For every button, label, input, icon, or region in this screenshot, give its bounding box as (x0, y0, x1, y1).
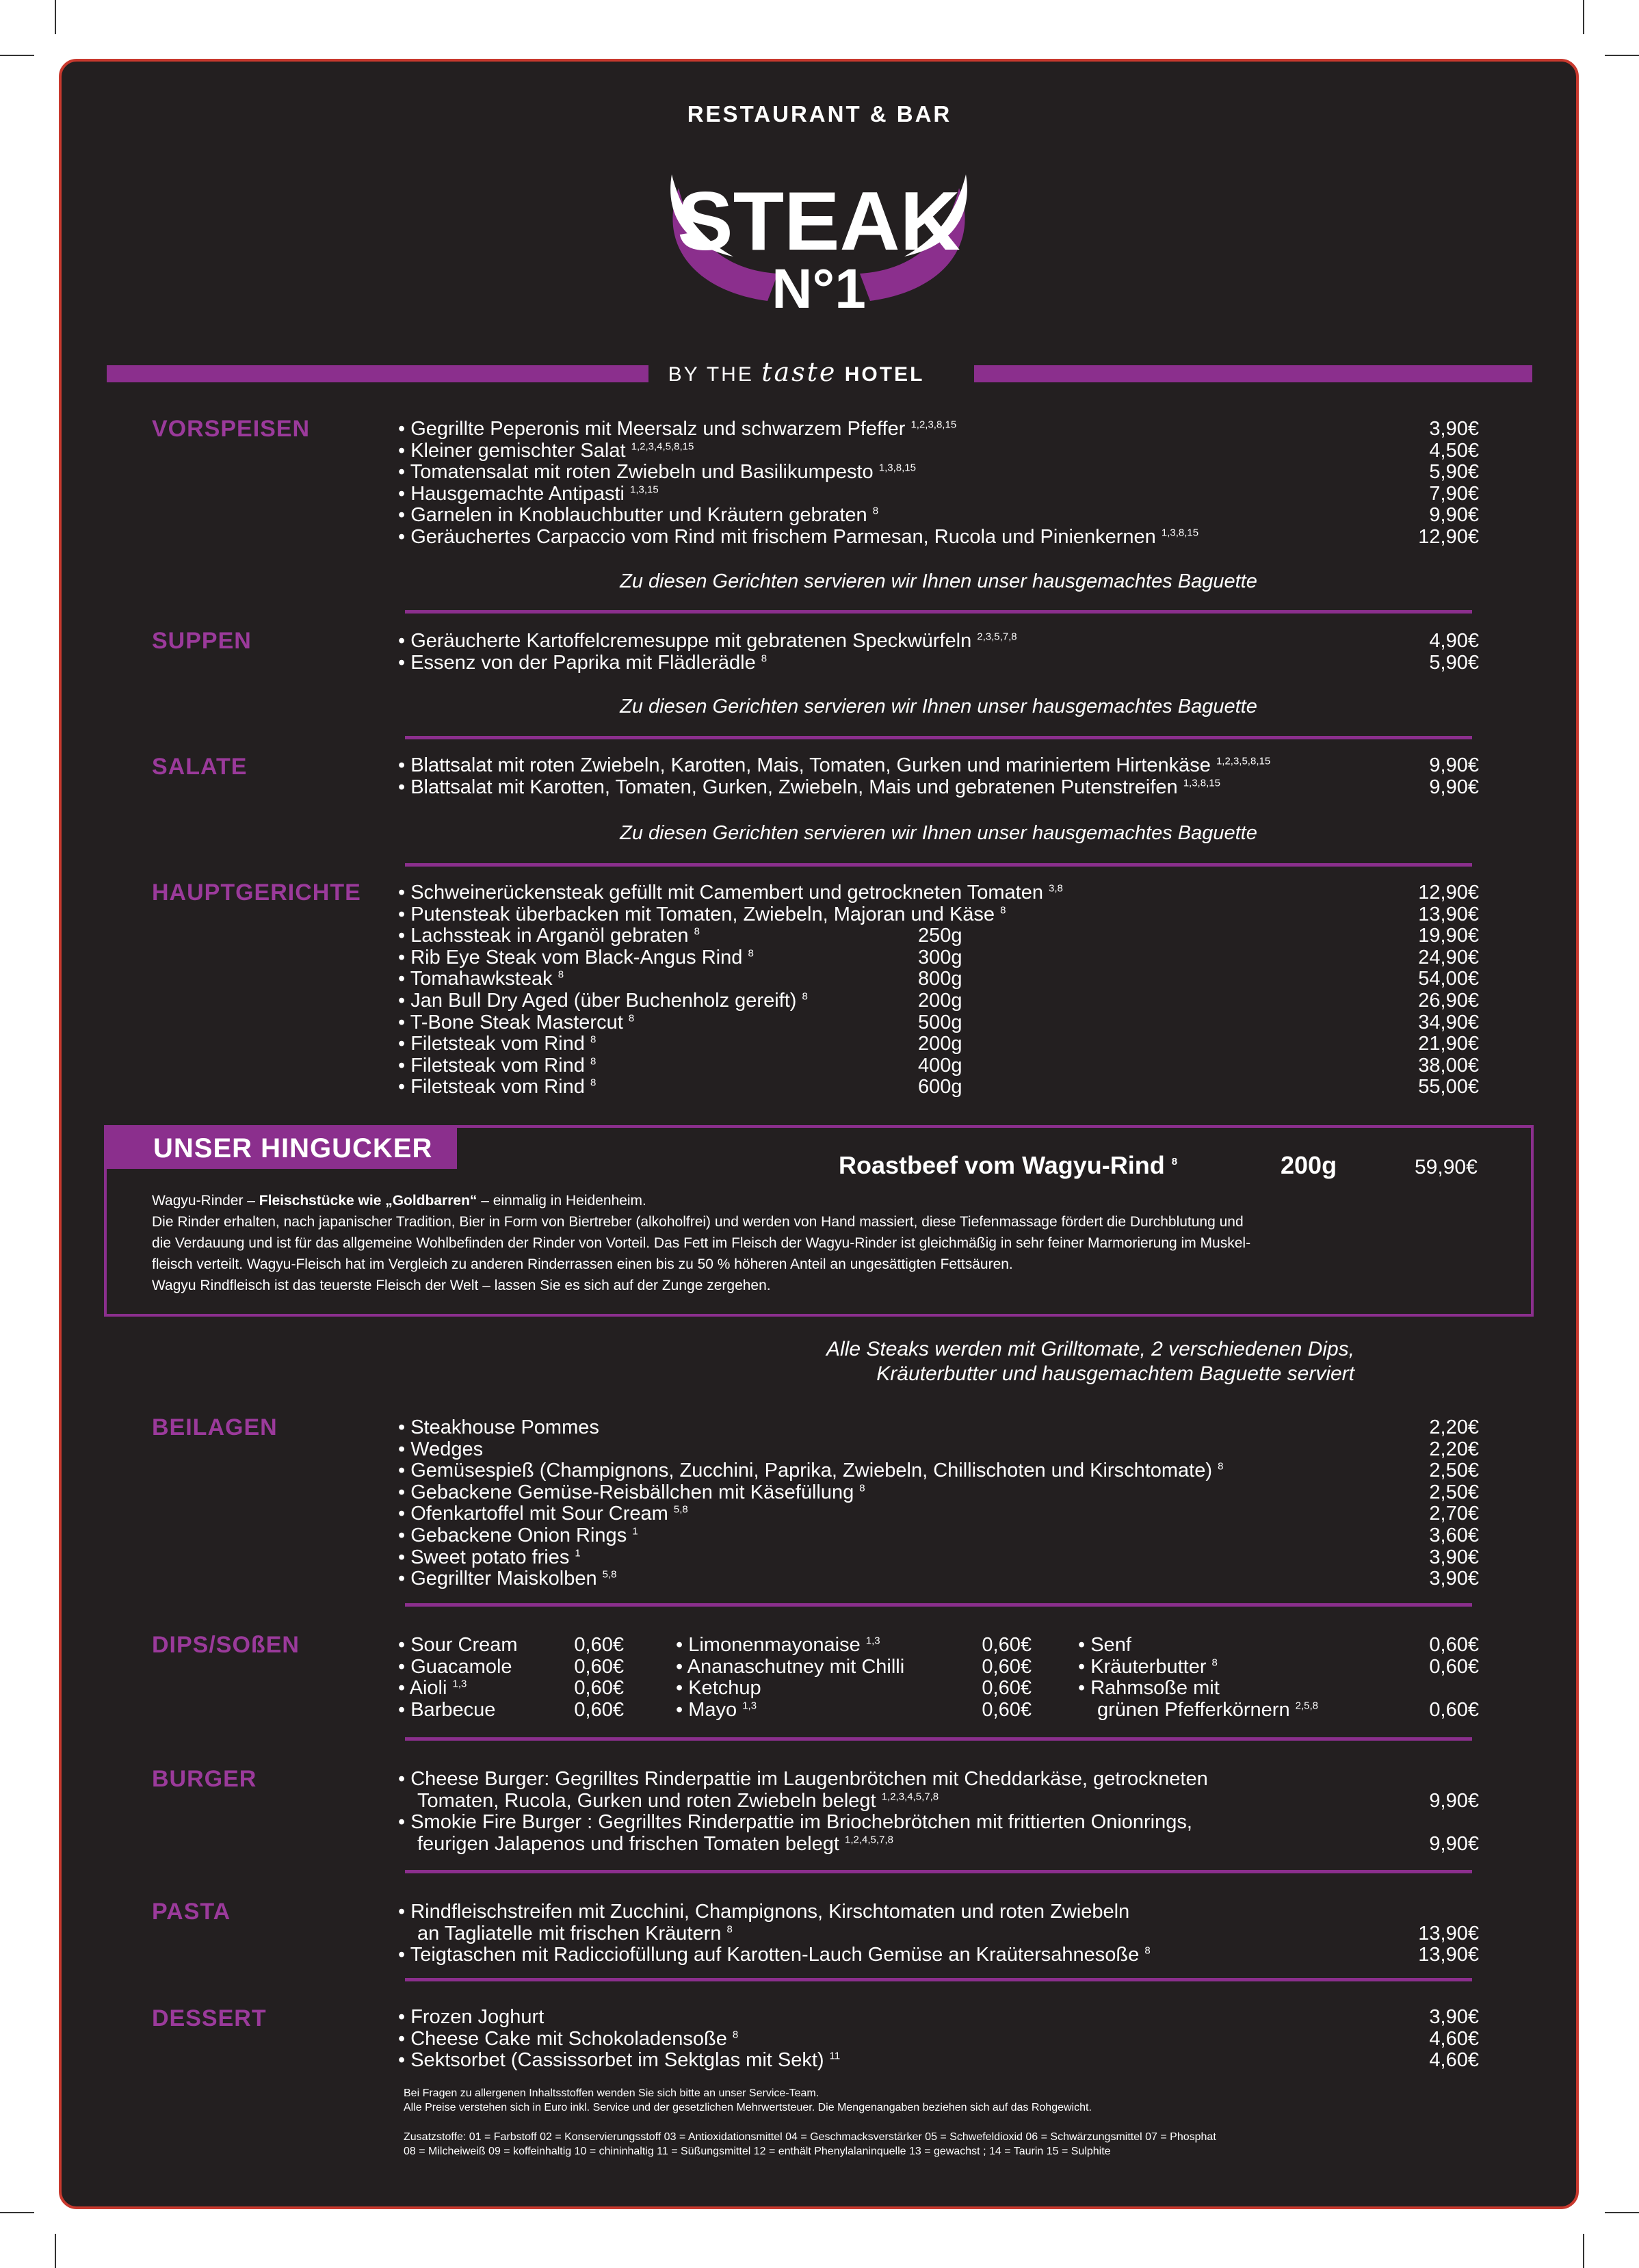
menu-item-name: • Cheese Burger: Gegrilltes Rinderpattie im Laugenbrötchen mit Cheddarkäse, getrockneten (398, 1768, 1208, 1790)
menu-item-price: 0,60€ (982, 1698, 1032, 1721)
menu-item-price: 26,90€ (1418, 989, 1479, 1012)
menu-item-name: • Teigtaschen mit Radicciofüllung auf Karotten-Lauch Gemüse an Kraütersahnesoße (398, 1944, 1139, 1966)
menu-item-name: • Gemüsespieß (Champignons, Zucchini, Paprika, Zwiebeln, Chillischoten und Kirschtomate) (398, 1460, 1212, 1481)
menu-item-name: • Gebackene Onion Rings (398, 1525, 627, 1546)
menu-item-price: 9,90€ (1429, 1832, 1479, 1855)
menu-item-continued (398, 1923, 1479, 1945)
menu-item-name: • Blattsalat mit roten Zwiebeln, Karotten, Mais, Tomaten, Gurken und mariniertem Hirtenkäse (398, 754, 1211, 776)
allergen-codes: 3,8 (1049, 882, 1063, 895)
menu-item-price: 4,90€ (1429, 630, 1479, 652)
menu-item-price: 38,00€ (1418, 1054, 1479, 1077)
allergen-codes: 1,3 (742, 1700, 757, 1712)
menu-item-price: 4,60€ (1429, 2049, 1479, 2072)
menu-item-name: • Senf (1078, 1634, 1131, 1656)
menu-item (676, 1635, 1032, 1657)
header-bar-right (974, 365, 1532, 382)
menu-item (398, 990, 1479, 1012)
allergen-codes: 1,2,3,8,15 (910, 419, 957, 431)
allergen-codes: 1 (575, 1546, 581, 1559)
allergen-codes: 1,2,3,4,5,7,8 (881, 1790, 939, 1802)
allergen-codes: 1,3,8,15 (878, 462, 916, 474)
allergen-codes: 1,2,3,5,8,15 (1216, 755, 1271, 767)
menu-item-price: 3,90€ (1429, 418, 1479, 440)
menu-item-continued (398, 1791, 1479, 1812)
menu-item-name: • Essenz von der Paprika mit Flädlerädle (398, 652, 756, 674)
menu-item (398, 1055, 1479, 1077)
menu-item (398, 1812, 1479, 1834)
category-dessert: DESSERT (152, 2005, 267, 2031)
menu-item-price: 0,60€ (982, 1655, 1032, 1678)
menu-item (398, 1525, 1479, 1547)
allergen-codes: 8 (1218, 1460, 1224, 1473)
allergen-codes: 8 (628, 1012, 635, 1024)
menu-item-price: 9,90€ (1429, 776, 1479, 798)
menu-item-name: • Rib Eye Steak vom Black-Angus Rind (398, 947, 742, 968)
menu-item (398, 1077, 1479, 1098)
menu-item-name: • Filetsteak vom Rind (398, 1033, 585, 1055)
menu-item-name: • Ananaschutney mit Chilli (676, 1656, 904, 1678)
dips-column-2 (676, 1635, 1032, 1721)
steak-note-line-1: Alle Steaks werden mit Grilltomate, 2 verschiedenen Dips, (826, 1338, 1354, 1360)
menu-item-price: 19,90€ (1418, 925, 1479, 947)
crop-mark (55, 0, 56, 34)
byline-taste: taste (761, 357, 837, 387)
menu-item-price: 0,60€ (574, 1698, 624, 1721)
section-divider (405, 736, 1472, 739)
crop-mark (1583, 2234, 1584, 2268)
menu-item-name: feurigen Jalapenos und frischen Tomaten belegt (417, 1832, 839, 1855)
allergen-codes: 8 (1000, 904, 1006, 916)
menu-item-name: • Ketchup (676, 1677, 761, 1699)
menu-item (398, 505, 1479, 527)
menu-item-name: an Tagliatelle mit frischen Kräutern (417, 1922, 722, 1944)
hingucker-lead-bold: Fleischstücke wie „Goldbarren“ (259, 1193, 477, 1209)
menu-item-price: 2,50€ (1429, 1481, 1479, 1503)
menu-item (398, 1944, 1479, 1966)
menu-item-price: 0,60€ (574, 1634, 624, 1656)
menu-item-price: 9,90€ (1429, 504, 1479, 527)
allergen-codes: 1 (632, 1525, 638, 1538)
hauptgerichte-list (398, 882, 1479, 1098)
menu-item-name: • Cheese Cake mit Schokoladensoße (398, 2028, 727, 2050)
menu-item (398, 462, 1479, 484)
allergen-codes: 8 (748, 947, 754, 960)
menu-item-name: • Gegrillte Peperonis mit Meersalz und schwarzem Pfeffer (398, 418, 905, 440)
section-divider (405, 1603, 1472, 1607)
menu-item-weight: 400g (918, 1054, 962, 1077)
menu-item-price: 24,90€ (1418, 946, 1479, 968)
category-pasta: PASTA (152, 1899, 231, 1925)
menu-item-name: • Ofenkartoffel mit Sour Cream (398, 1503, 668, 1525)
section-divider (405, 1978, 1472, 1981)
menu-item (398, 1503, 1479, 1525)
allergen-codes: 11 (829, 2050, 841, 2062)
menu-item-price: 3,90€ (1429, 2006, 1479, 2028)
menu-item-name: • Filetsteak vom Rind (398, 1055, 585, 1077)
menu-item-price: 2,20€ (1429, 1438, 1479, 1460)
allergen-codes: 8 (590, 1055, 596, 1068)
hingucker-lead-end: – einmalig in Heidenheim. (477, 1193, 646, 1209)
allergen-codes: 1,3 (865, 1635, 880, 1647)
hingucker-weight: 200g (1281, 1151, 1337, 1179)
menu-item-name: • Schweinerückensteak gefüllt mit Camembert und getrockneten Tomaten (398, 882, 1043, 904)
allergen-codes: 2,3,5,7,8 (977, 631, 1017, 643)
hingucker-line-3: die Verdauung und ist für das allgemeine Wohlbefinden der Rinder von Vorteil. Das Fett im Fleisch der Wagyu-Rinder ist gleichmäßig in sehr feiner Marmorierung im Muskel- (152, 1235, 1251, 1251)
vorspeisen-list (398, 419, 1479, 549)
menu-item-weight: 300g (918, 946, 962, 968)
menu-item-weight: 200g (918, 989, 962, 1012)
menu-item (676, 1700, 1032, 1722)
menu-item-price: 5,90€ (1429, 461, 1479, 484)
menu-item-name: • Hausgemachte Antipasti (398, 483, 625, 505)
menu-item-price: 9,90€ (1429, 1789, 1479, 1812)
hingucker-lead: Wagyu-Rinder – (152, 1193, 259, 1209)
menu-item-name: • Jan Bull Dry Aged (über Buchenholz gereift) (398, 990, 796, 1012)
menu-item-name: • Barbecue (398, 1699, 495, 1721)
hingucker-line-5: Wagyu Rindfleisch ist das teuerste Fleisch der Welt – lassen Sie es sich auf der Zunge zergehen. (152, 1278, 771, 1293)
menu-item (398, 1657, 624, 1678)
steak-logo (651, 127, 986, 339)
allergen-codes: 1,2,4,5,7,8 (845, 1834, 893, 1846)
menu-item-price: 3,60€ (1429, 1524, 1479, 1546)
category-hauptgerichte: HAUPTGERICHTE (152, 880, 361, 906)
hingucker-description (152, 1190, 1506, 1296)
menu-item (1078, 1700, 1479, 1722)
menu-item-name: • Gegrillter Maiskolben (398, 1568, 597, 1590)
menu-item-name: • Garnelen in Knoblauchbutter und Kräutern gebraten (398, 504, 867, 526)
menu-item-continued (398, 1834, 1479, 1856)
menu-item-weight: 800g (918, 968, 962, 990)
menu-item (398, 1547, 1479, 1569)
menu-item-name: • Steakhouse Pommes (398, 1416, 599, 1438)
allergen-codes: 8 (1211, 1656, 1218, 1668)
menu-item-name: • Sektsorbet (Cassissorbet im Sektglas mit Sekt) (398, 2049, 824, 2071)
hingucker-dish (839, 1151, 1177, 1180)
menu-item (398, 1901, 1479, 1923)
menu-item (398, 1678, 624, 1700)
menu-item-name: • Geräuchertes Carpaccio vom Rind mit frischem Parmesan, Rucola und Pinienkernen (398, 526, 1156, 548)
suppen-list (398, 631, 1479, 674)
menu-item-weight: 600g (918, 1076, 962, 1098)
menu-item (398, 882, 1479, 904)
menu-item-name: • Aioli (398, 1677, 447, 1699)
menu-item-name: • Guacamole (398, 1656, 512, 1678)
menu-item (1078, 1635, 1479, 1657)
pasta-list (398, 1901, 1479, 1966)
section-divider (405, 1737, 1472, 1741)
menu-item (398, 1439, 1479, 1461)
crop-mark (1605, 2212, 1639, 2213)
burger-list (398, 1769, 1479, 1855)
menu-item-price: 4,60€ (1429, 2027, 1479, 2050)
menu-item-price: 4,50€ (1429, 439, 1479, 462)
dips-column-3 (1078, 1635, 1479, 1721)
allergen-codes: 1,3,8,15 (1183, 776, 1220, 789)
allergen-codes: 5,8 (602, 1568, 617, 1581)
menu-item-price: 0,60€ (982, 1634, 1032, 1656)
byline-hotel: HOTEL (844, 363, 925, 386)
menu-item-name: • Sour Cream (398, 1634, 518, 1656)
category-salate: SALATE (152, 754, 248, 780)
header-bar-left (107, 365, 648, 382)
menu-item-price: 5,90€ (1429, 651, 1479, 674)
footer-line-1: Bei Fragen zu allergenen Inhaltsstoffen wenden Sie sich bitte an unser Service-Team. (404, 2087, 820, 2099)
menu-item-price: 13,90€ (1418, 1922, 1479, 1944)
menu-item (398, 777, 1479, 799)
menu-item (398, 652, 1479, 674)
menu-item (398, 755, 1479, 777)
menu-item-price: 3,90€ (1429, 1568, 1479, 1590)
menu-item (398, 1700, 624, 1722)
menu-item (398, 1568, 1479, 1590)
logo-number: N°1 (772, 258, 866, 320)
menu-item (398, 440, 1479, 462)
menu-item-name: • Frozen Joghurt (398, 2006, 544, 2028)
menu-item (1078, 1678, 1479, 1700)
allergen-codes: 8 (802, 990, 808, 1003)
steak-note (670, 1337, 1354, 1386)
menu-item-name: • Tomatensalat mit roten Zwiebeln und Basilikumpesto (398, 461, 874, 483)
byline (632, 357, 960, 387)
footer-additives (404, 2130, 1216, 2159)
menu-item (398, 527, 1479, 549)
menu-item-price: 0,60€ (1429, 1655, 1479, 1678)
menu-item (398, 1460, 1479, 1482)
steak-note-line-2: Kräuterbutter und hausgemachtem Baguette serviert (876, 1362, 1354, 1385)
menu-item-weight: 200g (918, 1033, 962, 1055)
menu-item-name: • Rindfleischstreifen mit Zucchini, Champignons, Kirschtomaten und roten Zwiebeln (398, 1901, 1129, 1923)
footer-line-2: Alle Preise verstehen sich in Euro inkl. Service und der gesetzlichen Mehrwertsteuer. Die Mengenangaben beziehen sich auf das Rohgewicht. (404, 2102, 1092, 2113)
menu-item-name: • Kleiner gemischter Salat (398, 440, 626, 462)
menu-item-price: 13,90€ (1418, 1944, 1479, 1966)
menu-item-price: 21,90€ (1418, 1033, 1479, 1055)
salate-list (398, 755, 1479, 798)
crop-mark (0, 55, 34, 56)
footer-info (404, 2086, 1092, 2115)
menu-item (398, 947, 1479, 969)
menu-item-price: 54,00€ (1418, 968, 1479, 990)
allergen-codes: 2,5,8 (1295, 1700, 1319, 1712)
menu-item-name: • Kräuterbutter (1078, 1656, 1206, 1678)
category-burger: BURGER (152, 1766, 257, 1792)
section-divider (405, 863, 1472, 867)
hingucker-line-4: fleisch verteilt. Wagyu-Fleisch hat im Vergleich zu anderen Rinderrassen einen bis zu 50 % höheren Anteil an ungesättigten Fettsäuren. (152, 1256, 1013, 1272)
allergen-codes: 1,3,15 (630, 484, 659, 496)
allergen-codes: 1,3,8,15 (1161, 527, 1199, 539)
allergen-codes: 8 (732, 2028, 739, 2040)
restaurant-bar-title: RESTAURANT & BAR (687, 101, 952, 127)
hingucker-price: 59,90€ (1415, 1156, 1478, 1178)
menu-item-name: • Putensteak überbacken mit Tomaten, Zwiebeln, Majoran und Käse (398, 904, 995, 925)
menu-item-price: 3,90€ (1429, 1546, 1479, 1568)
menu-item-price: 0,60€ (982, 1677, 1032, 1700)
menu-item-name: Tomaten, Rucola, Gurken und roten Zwiebeln belegt (417, 1789, 876, 1812)
allergen-codes: 8 (558, 968, 564, 981)
menu-item-price: 9,90€ (1429, 754, 1479, 776)
menu-item-name: • Lachssteak in Arganöl gebraten (398, 925, 689, 947)
menu-item-price: 0,60€ (574, 1655, 624, 1678)
menu-item (398, 2050, 1479, 2072)
menu-item-name: • Mayo (676, 1699, 737, 1721)
allergen-codes: 8 (1144, 1944, 1151, 1957)
allergen-codes: 1,2,3,4,5,8,15 (631, 440, 694, 452)
menu-item-name: • Sweet potato fries (398, 1546, 569, 1568)
allergen-codes: 8 (859, 1482, 865, 1494)
menu-item (398, 925, 1479, 947)
menu-item (398, 1033, 1479, 1055)
menu-item-name: • Tomahawksteak (398, 968, 553, 990)
menu-item-name: • Gebackene Gemüse-Reisbällchen mit Käsefüllung (398, 1481, 854, 1503)
allergen-codes: 8 (694, 925, 700, 938)
menu-item (398, 1482, 1479, 1504)
footer-line-3: Zusatzstoffe: 01 = Farbstoff 02 = Konservierungsstoff 03 = Antioxidationsmittel 04 = Geschmacksverstärker 05 = Schwefeldioxid 06 = Schwärzungsmittel 07 = Phosphat (404, 2131, 1216, 2143)
section-divider (405, 610, 1472, 614)
menu-item-price: 12,90€ (1418, 525, 1479, 548)
menu-item-price: 2,70€ (1429, 1503, 1479, 1525)
category-dips: DIPS/SOßEN (152, 1632, 300, 1658)
menu-item (676, 1678, 1032, 1700)
menu-item (398, 1012, 1479, 1034)
allergen-codes: 1,3 (452, 1678, 467, 1690)
hingucker-title: UNSER HINGUCKER (104, 1128, 457, 1169)
menu-item-price: 2,20€ (1429, 1416, 1479, 1438)
menu-item (398, 968, 1479, 990)
hingucker-line-2: Die Rinder erhalten, nach japanischer Tradition, Bier in Form von Biertreber (alkoholfrei) und werden von Hand massiert, diese Tiefenmassage fördert die Durchblutung und (152, 1214, 1244, 1230)
dips-column-1 (398, 1635, 624, 1721)
menu-item (398, 904, 1479, 926)
menu-item (1078, 1657, 1479, 1678)
menu-item-price: 12,90€ (1418, 882, 1479, 904)
hingucker-dish-name: Roastbeef vom Wagyu-Rind (839, 1151, 1165, 1179)
crop-mark (1605, 55, 1639, 56)
menu-item-name: • T-Bone Steak Mastercut (398, 1012, 623, 1033)
dessert-list (398, 2007, 1479, 2072)
allergen-codes: 8 (726, 1923, 733, 1935)
footer-line-4: 08 = Milcheiweiß 09 = koffeinhaltig 10 = chininhaltig 11 = Süßungsmittel 12 = enthält Phenylalaninquelle 13 = gewachst ; 14 = Taurin 15 = Sulphite (404, 2146, 1111, 2157)
menu-item-price: 0,60€ (574, 1677, 624, 1700)
baguette-note: Zu diesen Gerichten servieren wir Ihnen unser hausgemachtes Baguette (620, 696, 1257, 717)
crop-mark (55, 2234, 56, 2268)
menu-item (398, 631, 1479, 652)
menu-item (398, 1635, 624, 1657)
category-beilagen: BEILAGEN (152, 1414, 278, 1440)
allergen-codes: 8 (872, 505, 879, 517)
baguette-note: Zu diesen Gerichten servieren wir Ihnen unser hausgemachtes Baguette (620, 822, 1257, 844)
menu-item-name: grünen Pfefferkörnern (1097, 1698, 1290, 1721)
hingucker-dish-sup: 8 (1171, 1156, 1178, 1168)
byline-by-the: BY THE (668, 363, 754, 386)
menu-item (398, 1769, 1479, 1791)
menu-item-name: • Rahmsoße mit (1078, 1677, 1220, 1699)
menu-item-name: • Blattsalat mit Karotten, Tomaten, Gurken, Zwiebeln, Mais und gebratenen Putenstreifen (398, 776, 1178, 798)
menu-item (398, 2029, 1479, 2051)
menu-item-price: 0,60€ (1429, 1698, 1479, 1721)
hingucker-line-1 (152, 1190, 1506, 1211)
menu-item-weight: 250g (918, 925, 962, 947)
beilagen-list (398, 1417, 1479, 1590)
category-suppen: SUPPEN (152, 628, 252, 654)
menu-item-price: 7,90€ (1429, 482, 1479, 505)
allergen-codes: 8 (590, 1077, 596, 1089)
category-vorspeisen: VORSPEISEN (152, 416, 311, 442)
crop-mark (1583, 0, 1584, 34)
menu-item-price: 2,50€ (1429, 1460, 1479, 1482)
crop-mark (0, 2212, 34, 2213)
logo-word: STEAK (677, 174, 960, 267)
allergen-codes: 8 (761, 652, 768, 664)
allergen-codes: 5,8 (673, 1503, 688, 1516)
menu-item (398, 484, 1479, 505)
menu-item-price: 55,00€ (1418, 1076, 1479, 1098)
menu-item-name: • Smokie Fire Burger : Gegrilltes Rinderpattie im Briochebrötchen mit frittierten Onionrings, (398, 1811, 1192, 1833)
menu-item-price: 13,90€ (1418, 903, 1479, 925)
menu-item (398, 1417, 1479, 1439)
menu-item (398, 2007, 1479, 2029)
baguette-note: Zu diesen Gerichten servieren wir Ihnen unser hausgemachtes Baguette (620, 570, 1257, 592)
allergen-codes: 8 (590, 1033, 596, 1046)
menu-item (676, 1657, 1032, 1678)
menu-item-weight: 500g (918, 1011, 962, 1033)
section-divider (405, 1870, 1472, 1873)
menu-item-price: 0,60€ (1429, 1634, 1479, 1656)
menu-item (398, 419, 1479, 440)
menu-item-name: • Geräucherte Kartoffelcremesuppe mit gebratenen Speckwürfeln (398, 630, 971, 652)
menu-item-name: • Filetsteak vom Rind (398, 1076, 585, 1098)
menu-item-price: 34,90€ (1418, 1011, 1479, 1033)
menu-item-name: • Wedges (398, 1438, 483, 1460)
menu-item-name: • Limonenmayonaise (676, 1634, 861, 1656)
